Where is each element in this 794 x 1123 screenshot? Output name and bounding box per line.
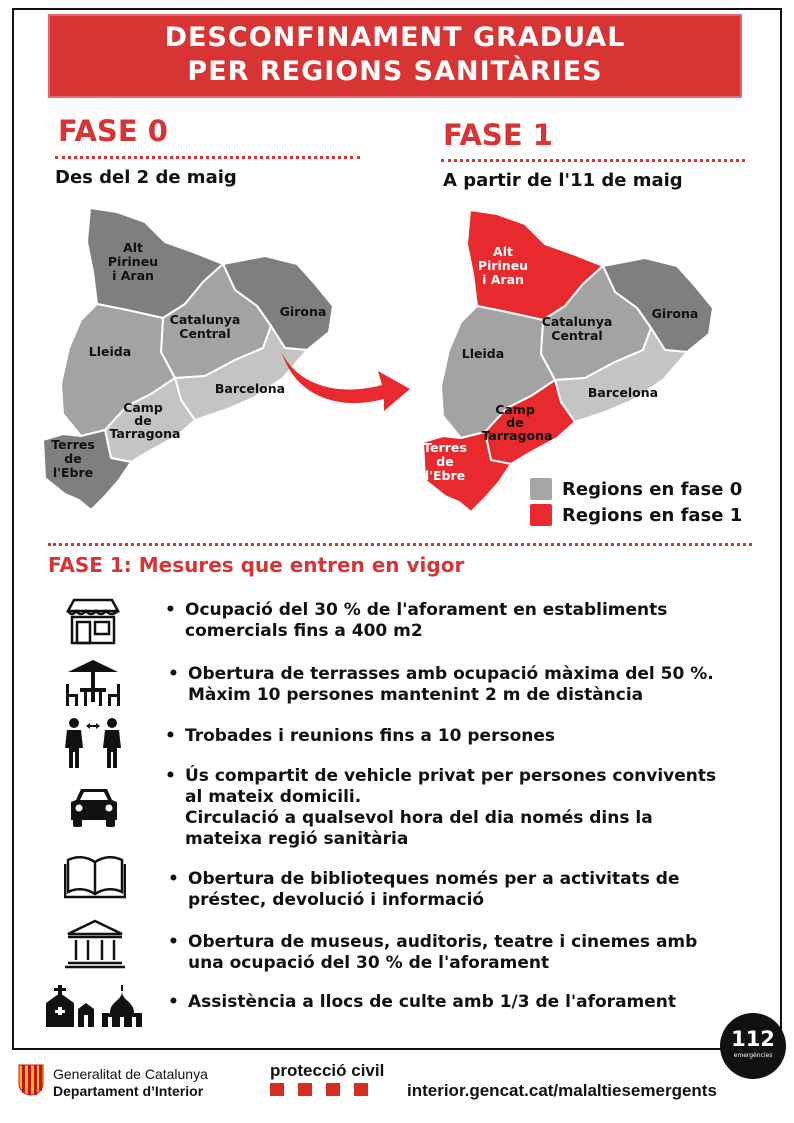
measure-museum-line1: Obertura de museus, auditoris, teatre i cinemes amb [188,932,698,952]
phase0-divider [55,156,360,159]
phase0-label-ebre-line3: l'Ebre [52,465,94,480]
svg-text:CatalunyaCentral [542,314,613,343]
phase0-title: FASE 0 [58,114,168,148]
legend-swatch-red [530,504,552,526]
phase1-label-camp-line1: Camp [495,402,535,417]
gencat-name: Generalitat de Catalunya [53,1066,208,1082]
phase0-label-ebre-line2: de [64,451,82,466]
info-url: interior.gencat.cat/malaltiesemergents [407,1081,717,1100]
people-distance-icon [64,716,122,770]
phase1-label-ebre-line3: l'Ebre [424,468,466,483]
phase1-label-central-line2: Central [551,328,603,343]
gencat-department: Departament d’Interior [53,1083,204,1099]
title-line-2: PER REGIONS SANITÀRIES [187,56,603,87]
measure-item-worship: • Assistència a llocs de culte amb 1/3 de l'aforament [168,992,677,1012]
worship-icon [42,983,152,1029]
measure-car-line4: mateixa regió sanitària [185,829,409,849]
museum-icon [64,918,126,970]
phase1-label-central-line1: Catalunya [541,314,613,329]
measure-museum-line2: una ocupació del 30 % de l'aforament [188,953,550,973]
measure-shop-line1: Ocupació del 30 % de l'aforament en establiments [185,600,668,620]
badge-number: 112 [731,1027,775,1051]
measure-worship-line1: Assistència a llocs de culte amb 1/3 de l'aforament [188,992,677,1012]
arrow-icon [278,345,418,415]
proteccio-civil-logo-icon [270,1083,370,1097]
gencat-shield-icon [18,1064,44,1096]
legend-phase0 [530,478,742,500]
phase0-label-alt-line2: Pirineu [107,254,159,269]
car-icon [68,786,120,828]
measure-shop-line2: comercials fins a 400 m2 [185,621,423,641]
title-line-1: DESCONFINAMENT GRADUAL [164,22,626,53]
measure-item-car: • Ús compartit de vehicle privat per persones convivents al mateix domicili. Circulació a qualsevol hora del dia només dins la mateixa regió sanitària [165,766,717,849]
measure-car-line2: al mateix domicili. [185,787,362,807]
phase1-label-ebre-line1: Terres [423,440,467,455]
phase0-label-camp-line1: Camp [123,400,163,415]
svg-text:CatalunyaCentral [170,312,241,341]
measure-item-terrace: • Obertura de terrasses amb ocupació màxima del 50 %. Màxim 10 persones mantenint 2 m de distància [168,664,714,705]
phase0-label-lleida: Lleida [88,344,132,359]
title-banner [48,14,742,98]
book-icon [64,854,126,900]
measure-library-line1: Obertura de biblioteques només per a activitats de [188,869,680,889]
measure-car-line1: Ús compartit de vehicle privat per persones convivents [185,766,717,786]
measure-meetings-line1: Trobades i reunions fins a 10 persones [185,726,556,746]
phase0-label-central-line1: Catalunya [169,312,241,327]
phase0-date: Des del 2 de maig [55,167,237,188]
phase1-label-alt-line3: i Aran [482,272,524,287]
legend-swatch-gray [530,478,552,500]
measures-title: FASE 1: Mesures que entren en vigor [48,553,465,577]
phase1-label-camp-line2: de [506,415,524,430]
measure-terrace-line1: Obertura de terrasses amb ocupació màxima del 50 %. [188,664,714,684]
measure-item-meetings: • Trobades i reunions fins a 10 persones [165,726,556,746]
proteccio-civil-label: protecció civil [270,1061,385,1080]
phase0-label-camp-line2: de [134,413,152,428]
measure-terrace-line2: Màxim 10 persones mantenint 2 m de distància [188,685,644,705]
measure-item-library: • Obertura de biblioteques només per a activitats de préstec, devolució i informació [168,869,680,910]
measure-car-line3: Circulació a qualsevol hora del dia només dins la [185,808,653,828]
phase1-label-girona: Girona [651,306,699,321]
measure-library-line2: préstec, devolució i informació [188,890,485,910]
phase0-label-alt-line3: i Aran [112,268,154,283]
emergency-112-badge [720,1013,786,1079]
legend-phase1 [530,504,742,526]
phase0-label-girona: Girona [279,304,327,319]
phase1-map [415,202,725,522]
legend-phase1-label: Regions en fase 1 [562,504,743,526]
terrace-icon [62,658,124,710]
phase1-label-alt-line1: Alt [493,244,513,259]
phase1-label-alt-line2: Pirineu [477,258,529,273]
phase1-label-camp-line3: Tarragona [481,428,553,443]
phase1-date: A partir de l'11 de maig [443,170,683,191]
phase0-label-barcelona: Barcelona [214,381,286,396]
phase0-label-central-line2: Central [179,326,231,341]
phase0-label-ebre-line1: Terres [51,437,95,452]
phase1-divider [441,159,745,162]
shop-icon [64,597,122,645]
badge-text: emergències [733,1052,773,1059]
phase1-label-barcelona: Barcelona [587,385,659,400]
phase1-title: FASE 1 [443,118,553,152]
measure-item-museum: • Obertura de museus, auditoris, teatre i cinemes amb una ocupació del 30 % de l'aforament [168,932,698,973]
measure-item-shop: • Ocupació del 30 % de l'aforament en establiments comercials fins a 400 m2 [165,600,668,641]
phase0-label-alt-line1: Alt [123,240,143,255]
phase0-label-camp-line3: Tarragona [109,426,181,441]
phase1-label-lleida: Lleida [461,346,505,361]
phase1-label-ebre-line2: de [436,454,454,469]
legend-phase0-label: Regions en fase 0 [562,478,743,500]
section-divider [48,543,752,546]
